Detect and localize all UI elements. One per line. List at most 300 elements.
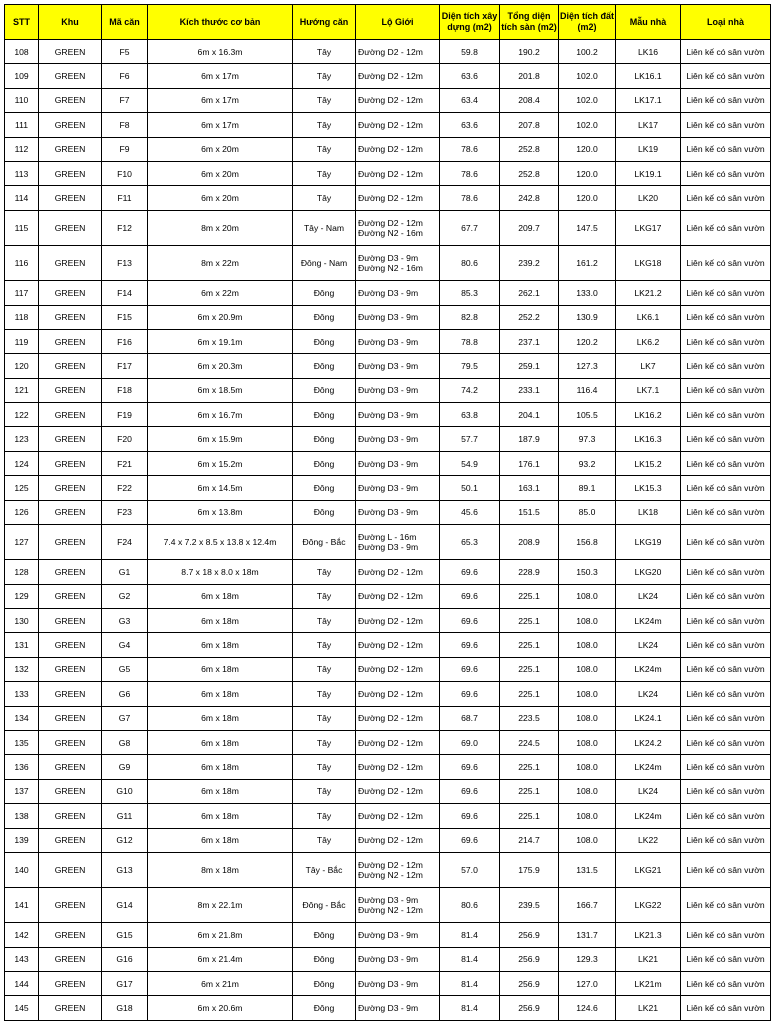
cell-ma-can: F19	[102, 403, 148, 427]
cell-stt: 123	[5, 427, 39, 451]
cell-dien-tich-xay-dung: 63.6	[440, 64, 500, 88]
cell-tong-dien-tich-san: 252.8	[500, 137, 559, 161]
cell-dien-tich-dat: 108.0	[559, 755, 616, 779]
cell-loai-nha: Liên kế có sân vườn	[681, 633, 771, 657]
cell-huong-can: Đông	[293, 451, 356, 475]
cell-kich-thuoc: 6m x 17m	[148, 64, 293, 88]
cell-ma-can: G16	[102, 947, 148, 971]
cell-dien-tich-xay-dung: 69.6	[440, 657, 500, 681]
cell-kich-thuoc: 6m x 18.5m	[148, 378, 293, 402]
table-row	[5, 525, 771, 560]
cell-ma-can: G2	[102, 584, 148, 608]
cell-loai-nha: Liên kế có sân vườn	[681, 451, 771, 475]
cell-ma-can: G5	[102, 657, 148, 681]
cell-mau-nha: LK16.3	[616, 427, 681, 451]
cell-loai-nha: Liên kế có sân vườn	[681, 354, 771, 378]
header-ma-can: Mã căn	[102, 5, 148, 40]
cell-ma-can: G15	[102, 923, 148, 947]
cell-ma-can: F12	[102, 210, 148, 245]
cell-khu: GREEN	[39, 755, 102, 779]
cell-tong-dien-tich-san: 262.1	[500, 281, 559, 305]
cell-huong-can: Tây	[293, 730, 356, 754]
cell-lo-gioi	[356, 633, 440, 657]
cell-dien-tich-dat: 127.3	[559, 354, 616, 378]
cell-tong-dien-tich-san: 209.7	[500, 210, 559, 245]
cell-tong-dien-tich-san: 252.2	[500, 305, 559, 329]
cell-mau-nha: LK7.1	[616, 378, 681, 402]
header-khu: Khu	[39, 5, 102, 40]
cell-khu: GREEN	[39, 947, 102, 971]
cell-tong-dien-tich-san: 237.1	[500, 329, 559, 353]
cell-ma-can: F21	[102, 451, 148, 475]
unit-table	[4, 4, 771, 1021]
cell-stt: 129	[5, 584, 39, 608]
cell-kich-thuoc: 6m x 16.3m	[148, 40, 293, 64]
cell-mau-nha: LK24m	[616, 804, 681, 828]
cell-stt: 109	[5, 64, 39, 88]
cell-stt: 141	[5, 888, 39, 923]
cell-loai-nha: Liên kế có sân vườn	[681, 888, 771, 923]
cell-ma-can: F17	[102, 354, 148, 378]
cell-tong-dien-tich-san: 225.1	[500, 584, 559, 608]
cell-stt: 135	[5, 730, 39, 754]
lo-gioi-line: Đường D3 - 9m	[358, 482, 419, 493]
cell-tong-dien-tich-san: 225.1	[500, 804, 559, 828]
cell-khu: GREEN	[39, 852, 102, 887]
cell-dien-tich-dat: 108.0	[559, 608, 616, 632]
cell-loai-nha: Liên kế có sân vườn	[681, 682, 771, 706]
cell-mau-nha: LK24m	[616, 755, 681, 779]
cell-lo-gioi	[356, 560, 440, 584]
cell-mau-nha: LKG17	[616, 210, 681, 245]
cell-dien-tich-xay-dung: 78.6	[440, 161, 500, 185]
cell-stt: 116	[5, 245, 39, 280]
table-row	[5, 64, 771, 88]
cell-dien-tich-dat: 133.0	[559, 281, 616, 305]
cell-kich-thuoc: 6m x 16.7m	[148, 403, 293, 427]
lo-gioi-line: Đường D2 - 12m	[358, 713, 423, 724]
cell-kich-thuoc: 6m x 20m	[148, 161, 293, 185]
lo-gioi-line: Đường D2 - 12m	[358, 640, 423, 651]
cell-loai-nha: Liên kế có sân vườn	[681, 608, 771, 632]
cell-stt: 139	[5, 828, 39, 852]
cell-khu: GREEN	[39, 996, 102, 1020]
cell-kich-thuoc: 6m x 18m	[148, 633, 293, 657]
cell-dien-tich-xay-dung: 85.3	[440, 281, 500, 305]
cell-dien-tich-dat: 161.2	[559, 245, 616, 280]
cell-lo-gioi	[356, 500, 440, 524]
cell-loai-nha: Liên kế có sân vườn	[681, 305, 771, 329]
cell-mau-nha: LK24.2	[616, 730, 681, 754]
table-row	[5, 40, 771, 64]
table-row	[5, 657, 771, 681]
cell-lo-gioi	[356, 657, 440, 681]
cell-mau-nha: LK17.1	[616, 88, 681, 112]
cell-stt: 127	[5, 525, 39, 560]
table-row	[5, 378, 771, 402]
cell-dien-tich-xay-dung: 81.4	[440, 996, 500, 1020]
cell-khu: GREEN	[39, 525, 102, 560]
cell-tong-dien-tich-san: 225.1	[500, 755, 559, 779]
cell-khu: GREEN	[39, 245, 102, 280]
cell-khu: GREEN	[39, 88, 102, 112]
cell-ma-can: F18	[102, 378, 148, 402]
lo-gioi-line: Đường D2 - 12m	[358, 615, 423, 626]
lo-gioi-line: Đường D2 - 12m	[358, 168, 423, 179]
cell-stt: 142	[5, 923, 39, 947]
lo-gioi-line: Đường D3 - 9m	[358, 434, 419, 445]
lo-gioi-line: Đường L - 16m	[358, 532, 417, 543]
cell-loai-nha: Liên kế có sân vườn	[681, 427, 771, 451]
lo-gioi-line: Đường D3 - 9m	[358, 978, 419, 989]
cell-dien-tich-dat: 124.6	[559, 996, 616, 1020]
cell-dien-tich-xay-dung: 69.6	[440, 608, 500, 632]
cell-mau-nha: LKG20	[616, 560, 681, 584]
cell-lo-gioi	[356, 40, 440, 64]
header-kich-thuoc: Kích thước cơ bản	[148, 5, 293, 40]
cell-dien-tich-dat: 127.0	[559, 972, 616, 996]
cell-kich-thuoc: 6m x 18m	[148, 706, 293, 730]
cell-khu: GREEN	[39, 500, 102, 524]
cell-ma-can: F15	[102, 305, 148, 329]
cell-ma-can: G1	[102, 560, 148, 584]
cell-tong-dien-tich-san: 214.7	[500, 828, 559, 852]
cell-dien-tich-dat: 108.0	[559, 779, 616, 803]
cell-stt: 132	[5, 657, 39, 681]
lo-gioi-line: Đường D2 - 12m	[358, 71, 423, 82]
cell-dien-tich-xay-dung: 82.8	[440, 305, 500, 329]
cell-tong-dien-tich-san: 208.9	[500, 525, 559, 560]
cell-dien-tich-dat: 116.4	[559, 378, 616, 402]
table-row	[5, 305, 771, 329]
cell-kich-thuoc: 6m x 17m	[148, 88, 293, 112]
cell-khu: GREEN	[39, 584, 102, 608]
cell-loai-nha: Liên kế có sân vườn	[681, 730, 771, 754]
cell-lo-gioi	[356, 186, 440, 210]
cell-dien-tich-xay-dung: 59.8	[440, 40, 500, 64]
cell-huong-can: Đông	[293, 378, 356, 402]
cell-ma-can: F20	[102, 427, 148, 451]
cell-stt: 138	[5, 804, 39, 828]
lo-gioi-line: Đường D3 - 9m	[358, 287, 419, 298]
cell-dien-tich-dat: 89.1	[559, 476, 616, 500]
table-row	[5, 427, 771, 451]
cell-mau-nha: LK24	[616, 584, 681, 608]
cell-tong-dien-tich-san: 233.1	[500, 378, 559, 402]
cell-huong-can: Tây	[293, 584, 356, 608]
cell-kich-thuoc: 8m x 20m	[148, 210, 293, 245]
cell-dien-tich-xay-dung: 69.6	[440, 755, 500, 779]
cell-dien-tich-dat: 108.0	[559, 804, 616, 828]
cell-ma-can: F22	[102, 476, 148, 500]
cell-mau-nha: LK6.2	[616, 329, 681, 353]
cell-dien-tich-dat: 129.3	[559, 947, 616, 971]
cell-huong-can: Tây	[293, 828, 356, 852]
cell-lo-gioi	[356, 923, 440, 947]
cell-loai-nha: Liên kế có sân vườn	[681, 584, 771, 608]
cell-huong-can: Tây	[293, 64, 356, 88]
cell-lo-gioi	[356, 584, 440, 608]
cell-kich-thuoc: 6m x 18m	[148, 657, 293, 681]
table-row	[5, 186, 771, 210]
cell-kich-thuoc: 8m x 22.1m	[148, 888, 293, 923]
lo-gioi-line: Đường D3 - 9m	[358, 954, 419, 965]
cell-huong-can: Tây	[293, 113, 356, 137]
cell-huong-can: Đông	[293, 281, 356, 305]
cell-lo-gioi	[356, 476, 440, 500]
cell-dien-tich-xay-dung: 79.5	[440, 354, 500, 378]
lo-gioi-line: Đường D2 - 12m	[358, 591, 423, 602]
cell-lo-gioi	[356, 755, 440, 779]
cell-mau-nha: LKG19	[616, 525, 681, 560]
cell-stt: 126	[5, 500, 39, 524]
cell-loai-nha: Liên kế có sân vườn	[681, 947, 771, 971]
cell-loai-nha: Liên kế có sân vườn	[681, 779, 771, 803]
cell-loai-nha: Liên kế có sân vườn	[681, 500, 771, 524]
cell-ma-can: F10	[102, 161, 148, 185]
table-row	[5, 137, 771, 161]
table-row	[5, 584, 771, 608]
cell-ma-can: F13	[102, 245, 148, 280]
cell-tong-dien-tich-san: 201.8	[500, 64, 559, 88]
cell-kich-thuoc: 6m x 21.4m	[148, 947, 293, 971]
cell-loai-nha: Liên kế có sân vườn	[681, 245, 771, 280]
cell-loai-nha: Liên kế có sân vườn	[681, 972, 771, 996]
cell-loai-nha: Liên kế có sân vườn	[681, 996, 771, 1020]
table-row	[5, 608, 771, 632]
cell-stt: 124	[5, 451, 39, 475]
lo-gioi-line: Đường D3 - 9m	[358, 409, 419, 420]
lo-gioi-line: Đường D3 - 9m	[358, 312, 419, 323]
cell-mau-nha: LKG21	[616, 852, 681, 887]
cell-tong-dien-tich-san: 151.5	[500, 500, 559, 524]
cell-tong-dien-tich-san: 187.9	[500, 427, 559, 451]
cell-tong-dien-tich-san: 225.1	[500, 682, 559, 706]
table-row	[5, 560, 771, 584]
cell-stt: 120	[5, 354, 39, 378]
cell-stt: 113	[5, 161, 39, 185]
cell-kich-thuoc: 6m x 17m	[148, 113, 293, 137]
cell-kich-thuoc: 6m x 21.8m	[148, 923, 293, 947]
cell-dien-tich-xay-dung: 63.4	[440, 88, 500, 112]
cell-tong-dien-tich-san: 239.2	[500, 245, 559, 280]
cell-ma-can: F16	[102, 329, 148, 353]
header-loai-nha: Loại nhà	[681, 5, 771, 40]
cell-lo-gioi	[356, 161, 440, 185]
table-row	[5, 113, 771, 137]
cell-mau-nha: LK24	[616, 682, 681, 706]
lo-gioi-line: Đường D3 - 9m	[358, 1003, 419, 1014]
cell-ma-can: F11	[102, 186, 148, 210]
cell-ma-can: G6	[102, 682, 148, 706]
cell-lo-gioi	[356, 64, 440, 88]
lo-gioi-line: Đường D2 - 12m	[358, 119, 423, 130]
cell-dien-tich-dat: 120.0	[559, 137, 616, 161]
cell-dien-tich-xay-dung: 81.4	[440, 972, 500, 996]
cell-ma-can: G3	[102, 608, 148, 632]
cell-dien-tich-xay-dung: 68.7	[440, 706, 500, 730]
cell-dien-tich-xay-dung: 69.6	[440, 828, 500, 852]
cell-mau-nha: LK19	[616, 137, 681, 161]
cell-loai-nha: Liên kế có sân vườn	[681, 186, 771, 210]
cell-stt: 117	[5, 281, 39, 305]
cell-khu: GREEN	[39, 281, 102, 305]
cell-huong-can: Tây - Bắc	[293, 852, 356, 887]
cell-dien-tich-xay-dung: 81.4	[440, 947, 500, 971]
cell-stt: 134	[5, 706, 39, 730]
lo-gioi-line: Đường D2 - 12m	[358, 810, 423, 821]
lo-gioi-line: Đường D2 - 12m	[358, 664, 423, 675]
cell-mau-nha: LKG22	[616, 888, 681, 923]
cell-tong-dien-tich-san: 208.4	[500, 88, 559, 112]
lo-gioi-line: Đường D2 - 12m	[358, 688, 423, 699]
cell-lo-gioi	[356, 730, 440, 754]
cell-stt: 122	[5, 403, 39, 427]
lo-gioi-line: Đường D2 - 12m	[358, 835, 423, 846]
cell-kich-thuoc: 6m x 18m	[148, 755, 293, 779]
cell-mau-nha: LK22	[616, 828, 681, 852]
cell-huong-can: Tây	[293, 186, 356, 210]
cell-mau-nha: LK17	[616, 113, 681, 137]
cell-dien-tich-xay-dung: 80.6	[440, 245, 500, 280]
cell-ma-can: G10	[102, 779, 148, 803]
cell-loai-nha: Liên kế có sân vườn	[681, 113, 771, 137]
cell-loai-nha: Liên kế có sân vườn	[681, 161, 771, 185]
cell-mau-nha: LK16.2	[616, 403, 681, 427]
table-row	[5, 996, 771, 1020]
table-row	[5, 476, 771, 500]
cell-kich-thuoc: 6m x 21m	[148, 972, 293, 996]
cell-loai-nha: Liên kế có sân vườn	[681, 378, 771, 402]
cell-khu: GREEN	[39, 608, 102, 632]
cell-tong-dien-tich-san: 190.2	[500, 40, 559, 64]
cell-huong-can: Đông - Bắc	[293, 888, 356, 923]
cell-khu: GREEN	[39, 923, 102, 947]
cell-khu: GREEN	[39, 706, 102, 730]
cell-tong-dien-tich-san: 225.1	[500, 657, 559, 681]
cell-lo-gioi	[356, 888, 440, 923]
cell-dien-tich-dat: 120.0	[559, 161, 616, 185]
cell-khu: GREEN	[39, 451, 102, 475]
cell-khu: GREEN	[39, 560, 102, 584]
cell-stt: 110	[5, 88, 39, 112]
table-row	[5, 852, 771, 887]
cell-mau-nha: LK7	[616, 354, 681, 378]
cell-huong-can: Tây	[293, 137, 356, 161]
cell-mau-nha: LK24	[616, 633, 681, 657]
cell-tong-dien-tich-san: 223.5	[500, 706, 559, 730]
cell-ma-can: F8	[102, 113, 148, 137]
cell-loai-nha: Liên kế có sân vườn	[681, 137, 771, 161]
cell-khu: GREEN	[39, 403, 102, 427]
cell-loai-nha: Liên kế có sân vườn	[681, 828, 771, 852]
cell-lo-gioi	[356, 451, 440, 475]
lo-gioi-line: Đường D3 - 9m	[358, 385, 419, 396]
cell-khu: GREEN	[39, 633, 102, 657]
cell-lo-gioi	[356, 137, 440, 161]
cell-dien-tich-dat: 108.0	[559, 657, 616, 681]
cell-lo-gioi	[356, 305, 440, 329]
cell-stt: 112	[5, 137, 39, 161]
table-row	[5, 500, 771, 524]
cell-dien-tich-dat: 120.2	[559, 329, 616, 353]
cell-lo-gioi	[356, 245, 440, 280]
cell-dien-tich-xay-dung: 69.6	[440, 804, 500, 828]
cell-lo-gioi	[356, 779, 440, 803]
table-row	[5, 947, 771, 971]
cell-huong-can: Tây - Nam	[293, 210, 356, 245]
cell-mau-nha: LKG18	[616, 245, 681, 280]
cell-kich-thuoc: 6m x 20.9m	[148, 305, 293, 329]
cell-tong-dien-tich-san: 176.1	[500, 451, 559, 475]
cell-ma-can: F6	[102, 64, 148, 88]
cell-dien-tich-xay-dung: 69.6	[440, 682, 500, 706]
cell-huong-can: Đông - Nam	[293, 245, 356, 280]
cell-kich-thuoc: 6m x 22m	[148, 281, 293, 305]
cell-kich-thuoc: 6m x 15.2m	[148, 451, 293, 475]
cell-kich-thuoc: 6m x 13.8m	[148, 500, 293, 524]
cell-kich-thuoc: 6m x 20.3m	[148, 354, 293, 378]
table-row	[5, 245, 771, 280]
cell-huong-can: Tây	[293, 779, 356, 803]
lo-gioi-line: Đường D2 - 12m	[358, 95, 423, 106]
cell-huong-can: Tây	[293, 706, 356, 730]
lo-gioi-line: Đường D2 - 12m	[358, 786, 423, 797]
cell-huong-can: Tây	[293, 682, 356, 706]
cell-loai-nha: Liên kế có sân vườn	[681, 852, 771, 887]
cell-tong-dien-tich-san: 204.1	[500, 403, 559, 427]
cell-huong-can: Tây	[293, 633, 356, 657]
cell-dien-tich-xay-dung: 65.3	[440, 525, 500, 560]
table-row	[5, 972, 771, 996]
cell-huong-can: Đông	[293, 500, 356, 524]
table-row	[5, 88, 771, 112]
cell-lo-gioi	[356, 706, 440, 730]
lo-gioi-line: Đường N2 - 12m	[358, 905, 423, 916]
cell-stt: 137	[5, 779, 39, 803]
cell-stt: 121	[5, 378, 39, 402]
cell-loai-nha: Liên kế có sân vườn	[681, 755, 771, 779]
lo-gioi-line: Đường D2 - 12m	[358, 762, 423, 773]
cell-khu: GREEN	[39, 378, 102, 402]
table-row	[5, 779, 771, 803]
cell-dien-tich-dat: 93.2	[559, 451, 616, 475]
cell-khu: GREEN	[39, 113, 102, 137]
cell-lo-gioi	[356, 354, 440, 378]
cell-mau-nha: LK18	[616, 500, 681, 524]
cell-stt: 133	[5, 682, 39, 706]
table-header	[5, 5, 771, 40]
cell-tong-dien-tich-san: 259.1	[500, 354, 559, 378]
table-row	[5, 281, 771, 305]
cell-stt: 118	[5, 305, 39, 329]
cell-dien-tich-xay-dung: 69.0	[440, 730, 500, 754]
cell-dien-tich-dat: 156.8	[559, 525, 616, 560]
cell-khu: GREEN	[39, 779, 102, 803]
cell-dien-tich-xay-dung: 74.2	[440, 378, 500, 402]
table-row	[5, 755, 771, 779]
cell-kich-thuoc: 6m x 20m	[148, 137, 293, 161]
cell-dien-tich-dat: 150.3	[559, 560, 616, 584]
cell-dien-tich-xay-dung: 63.8	[440, 403, 500, 427]
cell-tong-dien-tich-san: 225.1	[500, 608, 559, 632]
cell-dien-tich-dat: 85.0	[559, 500, 616, 524]
cell-khu: GREEN	[39, 972, 102, 996]
cell-dien-tich-xay-dung: 81.4	[440, 923, 500, 947]
lo-gioi-line: Đường N2 - 12m	[358, 869, 423, 880]
cell-huong-can: Tây	[293, 161, 356, 185]
cell-ma-can: G4	[102, 633, 148, 657]
